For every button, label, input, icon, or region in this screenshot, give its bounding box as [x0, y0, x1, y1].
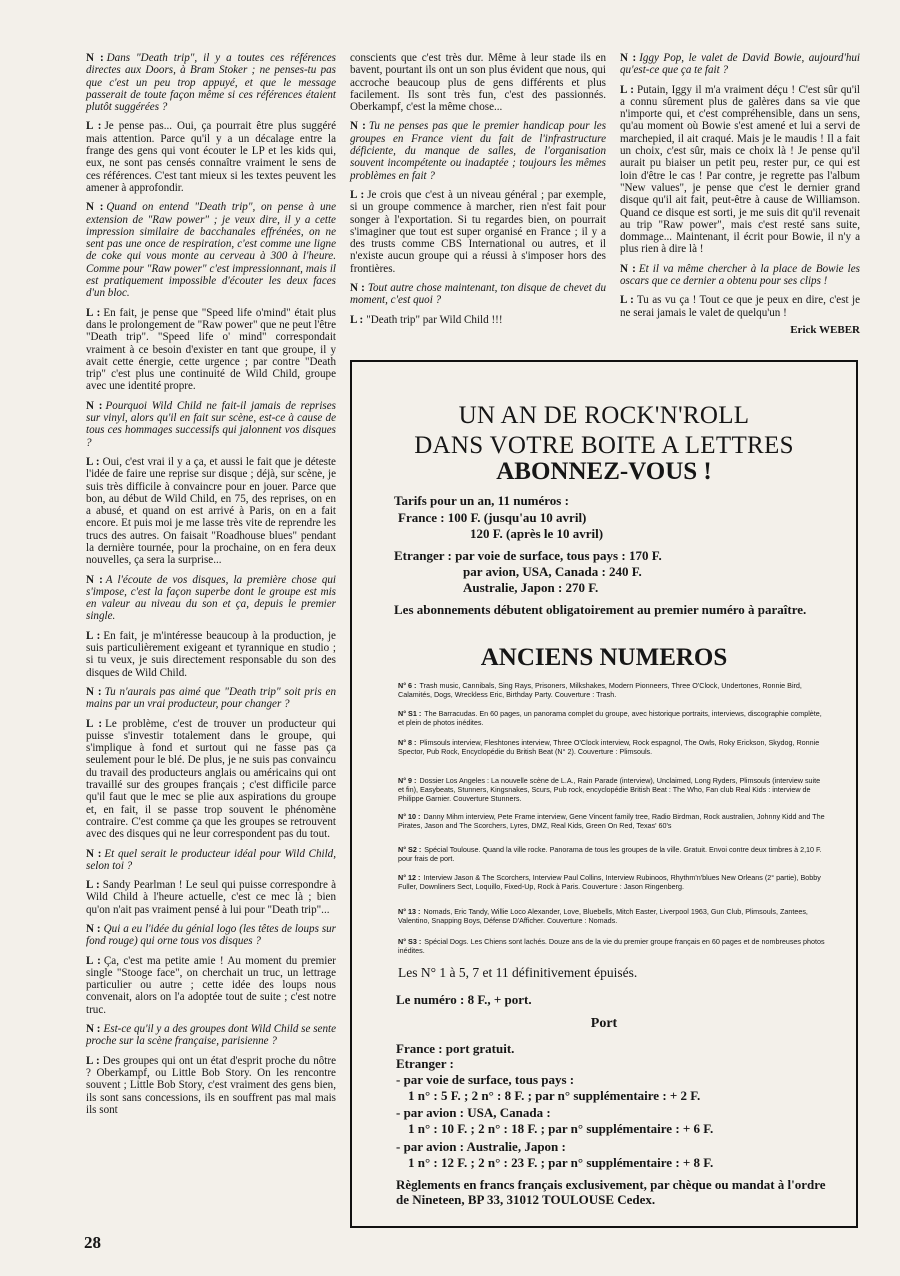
interview-answer [86, 307, 336, 393]
speaker-label: L : [620, 294, 634, 307]
issue-number: N° 12 : [398, 873, 421, 882]
speaker-label: N : [86, 923, 101, 935]
ad-headline-1: UN AN DE ROCK'N'ROLL [458, 402, 750, 429]
interview-question [86, 848, 336, 873]
speaker-label: N : [620, 262, 636, 275]
paragraph-text: Le problème, c'est de trouver un producteur qui puisse s'investir totalement dans le groupe, qui s'implique à fond et surtout qui ne fasse pas ça seulement pour le blé. De plus, je ne suis pas convaincu du travail des producteurs anglais ou américains qui ont travaillé sur des groupes français ; c'est difficile parce qu'il faut que le mec se plie aux aspirations du groupe et, en fait, il se passe trop souvent le phénomène contraire. C'est comme ça que les groupes se retrouvent avec des disques qui ne leur correspondent pas du tout. [86, 717, 336, 841]
issue-number: N° 10 : [398, 812, 421, 821]
interview-question [620, 52, 860, 77]
subscription-ad [350, 360, 858, 1228]
paragraph-text: Je crois que c'est à un niveau général ; par exemple, si un groupe commence à marcher, rien n'est fait pour songer à l'exportation. Si tu regardes bien, on pourrait s'imaginer que tout est super organisé en France ; il y a des trusts comme CBS International ou autres, et il n'existe aucun groupe qui a réussi à s'imposer hors des frontières. [350, 188, 606, 275]
paragraph-text: Tu as vu ça ! Tout ce que je peux en dire, c'est je ne serai jamais le valet de quelqu'un ! [620, 294, 860, 319]
back-issue-entry [398, 845, 828, 863]
issue-contents: Spécial Toulouse. Quand la ville rocke. Panorama de tous les groupes de la ville. Gratuit. Envoi contre deux timbres à 2,10 F. pour frais de port. [398, 845, 822, 863]
issue-contents: Trash music, Cannibals, Sing Rays, Prisoners, Milkshakes, Modern Pionneers, Three O'Clock, Undertones, Ronnie Bird, Calamités, Dogs, Wreckless Eric, Birthday Party. Couverture : Trash. [398, 681, 802, 699]
back-issue-entry [398, 937, 828, 955]
issue-number: N° 6 : [398, 681, 417, 690]
port-usa: - par avion : USA, Canada : [396, 1105, 551, 1120]
abonnements-note: Les abonnements débutent obligatoirement au premier numéro à paraître. [394, 602, 807, 617]
back-issue-entry [398, 812, 828, 830]
paragraph-text: Putain, Iggy il m'a vraiment déçu ! C'est sûr qu'il a connu sûrement plus de galères dans sa vie que n'importe qui, et c'est compréhensible, dans un sens, qu'au moment où Bowie s'est amené et lui a servi de marchepied, il ait craqué. Mais je le maudis ! Il a fait un choix, c'est sûr, mais ce choix là ! Je pense qu'il aurait pu biaiser un petit peu, rester pur, ce qui est loin d'être le cas ! Par contre, je regrette pas l'album "New values", je pense que c'est le dernier grand disque qu'il ait fait, peut-être à cause de Williamson. Quand ce disque est sorti, je me suis dit qu'il revenait au trip "Raw power", mais c'est resté sans suite, dommage... Maintenant, il écrit pour Bowie, il n'y a plus rien à dire là ! [620, 83, 860, 256]
interview-column-2 [350, 52, 606, 333]
back-issue-entry [398, 907, 828, 925]
issue-number: N° S2 : [398, 845, 422, 854]
interview-answer [86, 120, 336, 194]
tarif-etranger-1: Etranger : par voie de surface, tous pays : 170 F. [394, 548, 662, 563]
paragraph-text: Des groupes qui ont un état d'esprit proche du nôtre ? Oberkampf, ou Little Bob Story. On les rencontre souvent ; Little Bob Story, c'est vraiment des gens bien, ils sont sans concessions, ils en souffrent pas mal mais ils sont [86, 1054, 336, 1116]
port-surface-rates: 1 n° : 5 F. ; 2 n° : 8 F. ; par n° supplémentaire : + 2 F. [408, 1088, 701, 1103]
interview-answer [86, 456, 336, 567]
port-aus-rates: 1 n° : 12 F. ; 2 n° : 23 F. ; par n° supplémentaire : + 8 F. [408, 1155, 714, 1170]
speaker-label: N : [86, 201, 104, 214]
interview-answer [86, 718, 336, 841]
paragraph-text: Quand on entend "Death trip", on pense à une extension de "Raw power" ; je veux dire, il y a cette impression similaire de bacchanales effrénées, on ne sent pas une once de respiration, c'est comme une ligne de coke qui vous monte au cerveau à 300 à l'heure. Comme pour "Raw power" c'est impressionnant, mais il est pratiquement impossible d'écouter les deux faces d'un bloc. [86, 201, 336, 300]
issue-price: Le numéro : 8 F., + port. [396, 992, 532, 1007]
paragraph-text: Pourquoi Wild Child ne fait-il jamais de reprises sur vinyl, alors qu'il en fait sur scène, est-ce à cause de tous ces hommages successifs qui jalonnent vos disques ? [86, 399, 336, 449]
paragraph-text: Je pense pas... Oui, ça pourrait être plus suggéré mais attention. Parce qu'il y a un décalage entre la frange des gens qui vont écouter le LP et les kids qui, eux, ne sont pas censés connaître vraiment le sens de ces références. C'est tant mieux si les textes peuvent les amener à approfondir. [86, 120, 336, 194]
interview-answer [350, 52, 606, 113]
speaker-label: L : [86, 629, 101, 642]
issue-number: N° 13 : [398, 907, 421, 916]
back-issue-entry [398, 776, 828, 803]
paragraph-text: Et il va même chercher à la place de Bowie les oscars que ce dernier a obtenu pour ses clips ! [620, 262, 861, 288]
port-usa-rates: 1 n° : 10 F. ; 2 n° : 18 F. ; par n° supplémentaire : + 6 F. [408, 1121, 714, 1136]
tarif-france-1: France : 100 F. (jusqu'au 10 avril) [398, 510, 587, 525]
speaker-label: N : [350, 120, 366, 133]
paragraph-text: En fait, je m'intéresse beaucoup à la production, je suis particulièrement exigeant et tyrannique en studio ; si tu veux, je suis directement responsable du son des disques de Wild Child. [86, 629, 336, 679]
issue-contents: Dossier Los Angeles : La nouvelle scène de L.A., Rain Parade (interview), Unclaimed, Long Ryders, Plimsouls (interview suite et fin), Easybeats, Stunners, Kingsnakes, Scurs, Pub rock, encyclopédie British Beat : The Who, Fan club Real Kids : interview de Philippe Garnier. Couverture Stunners. [398, 776, 821, 803]
issue-contents: The Barracudas. En 60 pages, un panorama complet du groupe, avec historique portraits, interviews, discographie complète, et plein de photos inédites. [398, 709, 822, 727]
tarif-france-2: 120 F. (après le 10 avril) [470, 526, 604, 541]
paragraph-text: Tu n'aurais pas aimé que "Death trip" soit pris en mains par un vrai producteur, pour changer ? [86, 685, 336, 711]
issue-contents: Danny Mihm interview, Pete Frame interview, Gene Vincent family tree, Radio Birdman, Rock australien, Johnny Kidd and The Pirates, Jason and The Scorchers, Lyres, DMZ, Real Kids, Green On Red, Texas' 60's [398, 812, 825, 830]
paragraph-text: "Death trip" par Wild Child !!! [366, 313, 503, 326]
tarifs-title: Tarifs pour un an, 11 numéros : [394, 493, 569, 508]
paragraph-text: Dans "Death trip", il y a toutes ces références directes aux Doors, à Bram Stoker ; ne penses-tu pas que c'est un peu trop appuyé, et que le message passerait de toute façon même si ces références étaient plutôt suggérées ? [86, 52, 336, 114]
speaker-label: N : [86, 573, 103, 586]
back-issue-entry [398, 738, 828, 756]
speaker-label: L : [620, 83, 634, 96]
tarif-etranger-3: Australie, Japon : 270 F. [463, 580, 599, 595]
speaker-label: L : [86, 1054, 100, 1067]
port-aus: - par avion : Australie, Japon : [396, 1139, 566, 1154]
paragraph-text: Est-ce qu'il y a des groupes dont Wild Child se sente proche sur la scène française, parisienne ? [86, 1023, 337, 1048]
interview-question [86, 686, 336, 711]
paragraph-text: Tout autre chose maintenant, ton disque de chevet du moment, c'est quoi ? [350, 282, 607, 307]
issue-contents: Spécial Dogs. Les Chiens sont lachés. Douze ans de la vie du premier groupe français en 60 pages et de nombreuses photos inédites. [398, 937, 825, 955]
ad-headline-2: DANS VOTRE BOITE A LETTRES [414, 432, 794, 459]
paragraph-text: Qui a eu l'idée du génial logo (les têtes de loups sur fond rouge) qui orne tous vos disques ? [86, 923, 336, 948]
speaker-label: L : [350, 188, 365, 201]
speaker-label: L : [86, 954, 101, 967]
interview-answer [86, 630, 336, 679]
paragraph-text: Iggy Pop, le valet de David Bowie, aujourd'hui qu'est-ce que ça te fait ? [620, 52, 860, 77]
author-signature: Erick WEBER [790, 323, 860, 336]
interview-answer [620, 294, 860, 319]
interview-column-1 [86, 52, 336, 1123]
paragraph-text: Tu ne penses pas que le premier handicap pour les groupes en France vient du fait de l'infrastructure déficiente, du manque de salles, de l'organisation souvent incompétente ou inadaptée ; toujours les mêmes problèmes en fait ? [350, 120, 607, 182]
speaker-label: L : [86, 717, 103, 730]
paragraph-text: conscients que c'est très dur. Même à leur stade ils en bavent, pourtant ils ont un son plus évident que nous, qui accroche beaucoup plus de gens différents et plus facilement. Ils sont très fun, c'est des passionnés. Oberkampf, c'est la même chose... [350, 52, 606, 114]
speaker-label: N : [86, 1023, 101, 1036]
issue-number: N° 8 : [398, 738, 417, 747]
subscribe-heading: ABONNEZ-VOUS ! [496, 458, 712, 485]
interview-question [86, 923, 336, 948]
paragraph-text: Ça, c'est ma petite amie ! Au moment du premier single "Stooge face", on cherchait un truc, un lettrage particulier ou autre ; cette idée des loups nous convenait, alors on l'a adoptée tout de suite ; c'est notre truc. [86, 954, 336, 1016]
reglement-note: Règlements en francs français exclusivement, par chèque ou mandat à l'ordre de Nineteen, BP 33, 31012 TOULOUSE Cedex. [396, 1177, 826, 1207]
issue-number: N° S1 : [398, 709, 422, 718]
speaker-label: N : [86, 399, 103, 412]
paragraph-text: En fait, je pense que "Speed life o'mind" était plus dans le prolongement de "Raw power" que ne peut l'être "Death trip". "Speed life o' mind" correspondait vraiment à ce besoin d'exister en tant que groupe, il y avait cette énergie, cette urgence ; par contre "Death trip" c'est plus une continuité de Wild Child, groupe avec une identité propre. [86, 306, 336, 393]
issue-contents: Plimsouls interview, Fleshtones interview, Three O'Clock interview, Rock espagnol, The Owls, Roky Erickson, Skydog, Ronnie Spector, Pub Rock, Encyclopédie du British Beat (N° 2). Couverture : Plimsouls. [398, 738, 820, 756]
speaker-label: N : [86, 685, 102, 698]
port-title: Port [590, 1016, 618, 1031]
interview-answer [350, 314, 606, 326]
speaker-label: L : [350, 313, 364, 326]
port-france: France : port gratuit. [396, 1041, 515, 1056]
interview-question [350, 120, 606, 181]
paragraph-text: Oui, c'est vrai il y a ça, et aussi le fait que je déteste l'idée de faire une reprise sur disque ; déjà, sur scène, je suis très difficile à convaincre pour en jouer. Parce que bon, au début de Wild Child, en 75, des reprises, on en a abusé, et quand on est arrivé à Paris, on en a fait encore. Et puis moi je me lasse très vite de reprendre les trucs des autres. On faisait "Roadhouse blues" pendant la dernière tournée, pour la prochaine, on en fera deux nouvelles, ça sera la surprise... [86, 455, 336, 567]
page-number: 28 [84, 1233, 101, 1252]
interview-question [86, 1023, 336, 1048]
tarif-etranger-2: par avion, USA, Canada : 240 F. [463, 564, 642, 579]
interview-answer [86, 879, 336, 916]
speaker-label: L : [86, 455, 100, 468]
paragraph-text: A l'écoute de vos disques, la première chose qui s'impose, c'est la façon superbe dont le groupe est mis en valeur au niveau du son et ça, depuis le premier single. [86, 573, 336, 623]
back-issue-entry [398, 873, 828, 891]
interview-question [86, 400, 336, 449]
interview-answer [620, 84, 860, 256]
speaker-label: N : [350, 282, 365, 295]
paragraph-text: Et quel serait le producteur idéal pour Wild Child, selon toi ? [86, 847, 336, 872]
interview-question [86, 574, 336, 623]
speaker-label: L : [86, 879, 100, 892]
issue-contents: Interview Jason & The Scorchers, Interview Paul Collins, Interview Rubinoos, Rhythm'n'blues New Orleans (2° partie), Bobby Fuller, Downliners Sect, Loquillo, Fixed-Up, Rock à Paris. Couverture : Jason Ringenberg. [398, 873, 821, 891]
issue-number: N° 9 : [398, 776, 417, 785]
interview-answer [86, 955, 336, 1016]
speaker-label: N : [86, 52, 104, 64]
interview-question [86, 201, 336, 299]
port-etranger: Etranger : [396, 1056, 454, 1071]
issue-number: N° S3 : [398, 937, 422, 946]
speaker-label: N : [620, 52, 637, 64]
back-issue-entry [398, 681, 828, 699]
interview-question [86, 52, 336, 113]
speaker-label: L : [86, 120, 102, 133]
paragraph-text: Sandy Pearlman ! Le seul qui puisse correspondre à Wild Child à l'heure actuelle, c'est ce mec là ; bien qu'on n'ait pas vraiment pensé à lui pour "Death trip"... [86, 879, 336, 916]
back-issue-entry [398, 709, 828, 727]
speaker-label: N : [86, 847, 102, 860]
interview-column-3 [620, 52, 860, 336]
speaker-label: L : [86, 306, 101, 319]
interview-answer [86, 1055, 336, 1116]
issue-contents: Nomads, Eric Tandy, Willie Loco Alexander, Love, Bluebells, Mitch Easter, Liverpool 1963, Gun Club, Plimsouls, Zantees, Valentino, Snapping Boys, Défense D'Afficher. Couverture : Nomads. [398, 907, 808, 925]
interview-question [620, 263, 860, 288]
epuises-note: Les N° 1 à 5, 7 et 11 définitivement épuisés. [398, 965, 638, 980]
back-issues-title: ANCIENS NUMEROS [480, 644, 728, 671]
interview-question [350, 282, 606, 307]
port-surface: - par voie de surface, tous pays : [396, 1072, 575, 1087]
interview-answer [350, 189, 606, 275]
